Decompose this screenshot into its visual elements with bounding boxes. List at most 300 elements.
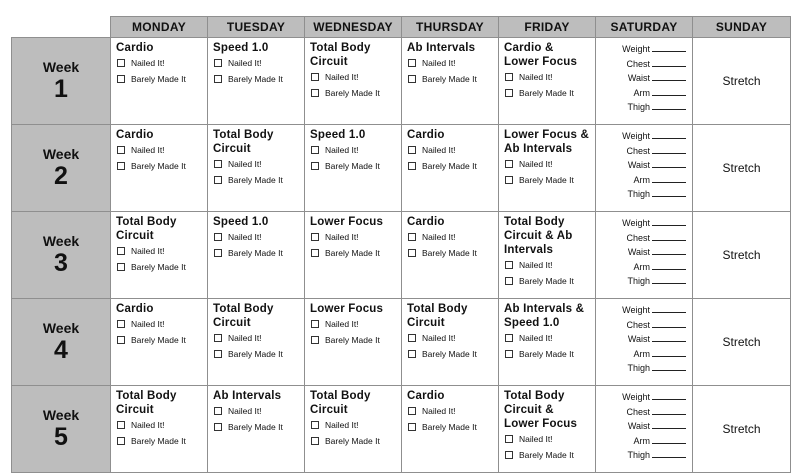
sunday-stretch: Stretch (693, 38, 791, 125)
measurement-label: Waist (627, 334, 650, 344)
measurement-arm (596, 260, 686, 275)
checkbox-label: Nailed It! (228, 406, 262, 416)
measurement-label: Weight (622, 44, 650, 54)
checkbox[interactable] (505, 160, 513, 168)
nailed-it-option[interactable] (408, 406, 493, 416)
day-header-sunday: SUNDAY (693, 17, 791, 38)
workout-title: Lower Focus & Ab Intervals (504, 129, 590, 155)
barely-made-it-option[interactable] (117, 436, 202, 446)
measurement-thigh (596, 274, 686, 289)
measurement-blank[interactable] (652, 318, 686, 328)
measurement-label: Waist (627, 160, 650, 170)
checkbox-label: Barely Made It (422, 422, 477, 432)
measurement-label: Chest (626, 145, 650, 156)
measurement-chest (596, 144, 686, 159)
workout-cell-tuesday (208, 386, 305, 473)
checkbox[interactable] (408, 249, 416, 257)
barely-made-it-option[interactable] (214, 175, 299, 185)
nailed-it-option[interactable] (311, 145, 396, 155)
workout-cell-friday (499, 125, 596, 212)
checkbox-label: Barely Made It (131, 436, 186, 446)
nailed-it-option[interactable] (117, 58, 202, 68)
checkbox[interactable] (311, 233, 319, 241)
workout-cell-monday (111, 299, 208, 386)
nailed-it-option[interactable] (505, 260, 590, 270)
checkbox-label: Barely Made It (519, 175, 574, 185)
checkbox-label: Nailed It! (422, 232, 456, 242)
measurement-thigh (596, 361, 686, 376)
workout-title: Cardio (407, 390, 445, 402)
day-header-saturday: SATURDAY (596, 17, 693, 38)
workout-title: Total Body Circuit (116, 216, 177, 242)
measurement-blank[interactable] (652, 419, 686, 429)
checkbox[interactable] (117, 146, 125, 154)
nailed-it-option[interactable] (117, 145, 202, 155)
workout-title: Total Body Circuit (310, 390, 371, 416)
workout-cell-monday (111, 212, 208, 299)
workout-cell-wednesday (305, 386, 402, 473)
workout-cell-friday (499, 299, 596, 386)
checkbox[interactable] (214, 75, 222, 83)
nailed-it-option[interactable] (214, 406, 299, 416)
workout-cell-friday (499, 386, 596, 473)
workout-cell-wednesday (305, 299, 402, 386)
workout-title: Total Body Circuit & Lower Focus (504, 390, 578, 430)
checkbox-label: Barely Made It (325, 161, 380, 171)
measurement-label: Waist (627, 73, 650, 83)
checkbox[interactable] (214, 233, 222, 241)
nailed-it-option[interactable] (311, 72, 396, 82)
barely-made-it-option[interactable] (311, 88, 396, 98)
checkbox-label: Barely Made It (519, 88, 574, 98)
checkbox[interactable] (214, 176, 222, 184)
checkbox-label: Barely Made It (228, 175, 283, 185)
barely-made-it-option[interactable] (505, 450, 590, 460)
checkbox[interactable] (214, 423, 222, 431)
measurement-chest (596, 231, 686, 246)
checkbox[interactable] (117, 421, 125, 429)
checkbox[interactable] (408, 423, 416, 431)
day-header-thursday: THURSDAY (402, 17, 499, 38)
week-number: 1 (54, 75, 68, 103)
barely-made-it-option[interactable] (408, 349, 493, 359)
measurement-blank[interactable] (652, 187, 686, 197)
week-cell (12, 212, 111, 299)
checkbox-label: Nailed It! (131, 58, 165, 68)
workout-title: Speed 1.0 (213, 42, 269, 54)
nailed-it-option[interactable] (311, 420, 396, 430)
workout-cell-monday (111, 38, 208, 125)
measurement-label: Chest (626, 319, 650, 330)
workout-cell-wednesday (305, 38, 402, 125)
checkbox-label: Barely Made It (228, 422, 283, 432)
checkbox-label: Nailed It! (325, 145, 359, 155)
checkbox[interactable] (311, 146, 319, 154)
week-row (12, 38, 791, 125)
workout-title: Cardio (116, 42, 154, 54)
checkbox[interactable] (505, 435, 513, 443)
checkbox[interactable] (505, 176, 513, 184)
workout-cell-friday (499, 38, 596, 125)
checkbox-label: Barely Made It (131, 161, 186, 171)
checkbox-label: Nailed It! (519, 434, 553, 444)
checkbox[interactable] (117, 247, 125, 255)
week-number: 3 (54, 249, 68, 277)
workout-cell-friday (499, 212, 596, 299)
checkbox[interactable] (117, 263, 125, 271)
measurement-label: Arm (633, 435, 650, 446)
week-label: Week (42, 320, 80, 336)
measurement-blank[interactable] (652, 129, 686, 139)
measurement-blank[interactable] (652, 144, 686, 154)
measurements-cell (596, 386, 693, 473)
nailed-it-option[interactable] (214, 58, 299, 68)
week-cell (12, 299, 111, 386)
week-row (12, 125, 791, 212)
measurement-label: Thigh (627, 189, 650, 199)
checkbox[interactable] (311, 437, 319, 445)
week-number: 2 (54, 162, 68, 190)
checkbox[interactable] (214, 249, 222, 257)
checkbox-label: Nailed It! (131, 420, 165, 430)
checkbox-label: Barely Made It (422, 74, 477, 84)
week-row (12, 212, 791, 299)
measurement-thigh (596, 100, 686, 115)
workout-cell-tuesday (208, 212, 305, 299)
measurement-blank[interactable] (652, 100, 686, 110)
measurement-blank[interactable] (652, 173, 686, 183)
checkbox[interactable] (311, 89, 319, 97)
workout-title: Ab Intervals (213, 390, 282, 402)
measurement-waist (596, 158, 686, 173)
week-cell (12, 125, 111, 212)
measurements-cell (596, 299, 693, 386)
sunday-stretch: Stretch (693, 386, 791, 473)
measurement-blank[interactable] (652, 158, 686, 168)
checkbox-label: Barely Made It (228, 248, 283, 258)
workout-title: Total Body Circuit (407, 303, 468, 329)
measurement-label: Chest (626, 58, 650, 69)
nailed-it-option[interactable] (214, 232, 299, 242)
barely-made-it-option[interactable] (505, 276, 590, 286)
checkbox-label: Barely Made It (325, 248, 380, 258)
checkbox[interactable] (505, 277, 513, 285)
barely-made-it-option[interactable] (408, 161, 493, 171)
workout-title: Total Body Circuit (310, 42, 371, 68)
checkbox[interactable] (214, 59, 222, 67)
barely-made-it-option[interactable] (505, 349, 590, 359)
checkbox-label: Barely Made It (228, 74, 283, 84)
measurement-label: Waist (627, 421, 650, 431)
barely-made-it-option[interactable] (117, 262, 202, 272)
checkbox-label: Nailed It! (422, 58, 456, 68)
nailed-it-option[interactable] (214, 159, 299, 169)
checkbox-label: Nailed It! (519, 333, 553, 343)
workout-title: Cardio & Lower Focus (504, 42, 578, 68)
barely-made-it-option[interactable] (311, 436, 396, 446)
barely-made-it-option[interactable] (214, 74, 299, 84)
checkbox[interactable] (214, 407, 222, 415)
checkbox-label: Barely Made It (519, 276, 574, 286)
measurement-blank[interactable] (652, 405, 686, 415)
nailed-it-option[interactable] (505, 72, 590, 82)
checkbox-label: Nailed It! (228, 232, 262, 242)
nailed-it-option[interactable] (311, 319, 396, 329)
checkbox[interactable] (214, 350, 222, 358)
measurement-blank[interactable] (652, 245, 686, 255)
measurement-arm (596, 173, 686, 188)
workout-title: Total Body Circuit (116, 390, 177, 416)
checkbox-label: Nailed It! (325, 420, 359, 430)
checkbox[interactable] (505, 334, 513, 342)
workout-title: Lower Focus (310, 303, 384, 315)
measurement-blank[interactable] (652, 347, 686, 357)
checkbox[interactable] (311, 249, 319, 257)
checkbox[interactable] (311, 336, 319, 344)
nailed-it-option[interactable] (117, 420, 202, 430)
measurement-label: Arm (633, 87, 650, 98)
checkbox-label: Nailed It! (325, 319, 359, 329)
nailed-it-option[interactable] (408, 145, 493, 155)
workout-title: Lower Focus (310, 216, 384, 228)
checkbox[interactable] (214, 334, 222, 342)
measurement-waist (596, 332, 686, 347)
barely-made-it-option[interactable] (214, 422, 299, 432)
day-header-wednesday: WEDNESDAY (305, 17, 402, 38)
day-header-friday: FRIDAY (499, 17, 596, 38)
workout-cell-tuesday (208, 125, 305, 212)
measurements-cell (596, 125, 693, 212)
workout-cell-thursday (402, 212, 499, 299)
measurement-chest (596, 405, 686, 420)
measurement-blank[interactable] (652, 57, 686, 67)
checkbox[interactable] (408, 350, 416, 358)
checkbox[interactable] (505, 350, 513, 358)
checkbox-label: Nailed It! (422, 145, 456, 155)
workout-title: Cardio (407, 216, 445, 228)
workout-cell-thursday (402, 299, 499, 386)
measurement-blank[interactable] (652, 260, 686, 270)
checkbox[interactable] (408, 75, 416, 83)
day-header-monday: MONDAY (111, 17, 208, 38)
checkbox-label: Nailed It! (519, 159, 553, 169)
workout-calendar (11, 16, 791, 473)
nailed-it-option[interactable] (408, 58, 493, 68)
checkbox-label: Barely Made It (422, 248, 477, 258)
measurements-cell (596, 38, 693, 125)
workout-cell-monday (111, 386, 208, 473)
barely-made-it-option[interactable] (311, 335, 396, 345)
checkbox[interactable] (117, 336, 125, 344)
checkbox-label: Nailed It! (131, 319, 165, 329)
measurement-blank[interactable] (652, 332, 686, 342)
checkbox-label: Nailed It! (325, 72, 359, 82)
measurement-weight (596, 129, 686, 144)
checkbox[interactable] (214, 160, 222, 168)
measurement-blank[interactable] (652, 274, 686, 284)
checkbox[interactable] (117, 162, 125, 170)
nailed-it-option[interactable] (505, 434, 590, 444)
day-header-tuesday: TUESDAY (208, 17, 305, 38)
checkbox[interactable] (117, 437, 125, 445)
measurement-thigh (596, 448, 686, 463)
measurement-blank[interactable] (652, 231, 686, 241)
checkbox-label: Barely Made It (422, 349, 477, 359)
workout-cell-thursday (402, 386, 499, 473)
measurement-blank[interactable] (652, 71, 686, 81)
barely-made-it-option[interactable] (117, 74, 202, 84)
checkbox-label: Nailed It! (131, 246, 165, 256)
checkbox-label: Nailed It! (228, 58, 262, 68)
checkbox-label: Nailed It! (131, 145, 165, 155)
checkbox[interactable] (408, 334, 416, 342)
barely-made-it-option[interactable] (311, 248, 396, 258)
measurement-label: Thigh (627, 450, 650, 460)
checkbox-label: Barely Made It (519, 349, 574, 359)
checkbox[interactable] (505, 451, 513, 459)
nailed-it-option[interactable] (117, 246, 202, 256)
week-cell (12, 38, 111, 125)
checkbox-label: Barely Made It (422, 161, 477, 171)
sunday-stretch: Stretch (693, 299, 791, 386)
nailed-it-option[interactable] (505, 159, 590, 169)
measurement-label: Weight (622, 218, 650, 228)
workout-title: Ab Intervals (407, 42, 476, 54)
checkbox-label: Barely Made It (131, 262, 186, 272)
measurement-weight (596, 216, 686, 231)
measurement-label: Thigh (627, 102, 650, 112)
checkbox[interactable] (408, 407, 416, 415)
measurement-label: Arm (633, 261, 650, 272)
workout-cell-thursday (402, 125, 499, 212)
week-label: Week (42, 233, 80, 249)
week-label: Week (42, 407, 80, 423)
nailed-it-option[interactable] (214, 333, 299, 343)
workout-title: Total Body Circuit (213, 129, 274, 155)
header-corner (12, 17, 111, 38)
workout-cell-thursday (402, 38, 499, 125)
measurement-label: Thigh (627, 276, 650, 286)
measurement-label: Weight (622, 392, 650, 402)
week-number: 4 (54, 336, 68, 364)
measurements-cell (596, 212, 693, 299)
checkbox[interactable] (408, 162, 416, 170)
measurement-label: Arm (633, 174, 650, 185)
sunday-stretch: Stretch (693, 125, 791, 212)
measurement-chest (596, 318, 686, 333)
measurement-thigh (596, 187, 686, 202)
measurement-arm (596, 347, 686, 362)
checkbox-label: Barely Made It (325, 436, 380, 446)
measurement-label: Chest (626, 232, 650, 243)
measurement-blank[interactable] (652, 361, 686, 371)
checkbox-label: Nailed It! (422, 333, 456, 343)
barely-made-it-option[interactable] (505, 175, 590, 185)
nailed-it-option[interactable] (505, 333, 590, 343)
checkbox[interactable] (117, 320, 125, 328)
measurement-waist (596, 245, 686, 260)
barely-made-it-option[interactable] (311, 161, 396, 171)
workout-cell-tuesday (208, 38, 305, 125)
week-row (12, 386, 791, 473)
measurement-blank[interactable] (652, 86, 686, 96)
barely-made-it-option[interactable] (117, 161, 202, 171)
barely-made-it-option[interactable] (214, 248, 299, 258)
barely-made-it-option[interactable] (214, 349, 299, 359)
nailed-it-option[interactable] (311, 232, 396, 242)
checkbox[interactable] (117, 75, 125, 83)
workout-cell-wednesday (305, 125, 402, 212)
measurement-blank[interactable] (652, 390, 686, 400)
measurement-blank[interactable] (652, 448, 686, 458)
workout-title: Cardio (116, 303, 154, 315)
checkbox-label: Nailed It! (422, 406, 456, 416)
nailed-it-option[interactable] (408, 333, 493, 343)
workout-title: Cardio (116, 129, 154, 141)
barely-made-it-option[interactable] (408, 248, 493, 258)
measurement-blank[interactable] (652, 42, 686, 52)
checkbox[interactable] (408, 146, 416, 154)
sunday-stretch: Stretch (693, 212, 791, 299)
measurement-blank[interactable] (652, 303, 686, 313)
barely-made-it-option[interactable] (408, 74, 493, 84)
checkbox[interactable] (408, 59, 416, 67)
checkbox[interactable] (311, 421, 319, 429)
checkbox[interactable] (408, 233, 416, 241)
checkbox[interactable] (311, 73, 319, 81)
checkbox[interactable] (117, 59, 125, 67)
measurement-label: Chest (626, 406, 650, 417)
checkbox[interactable] (311, 320, 319, 328)
checkbox-label: Barely Made It (325, 335, 380, 345)
checkbox[interactable] (505, 73, 513, 81)
measurement-blank[interactable] (652, 216, 686, 226)
measurement-weight (596, 303, 686, 318)
checkbox-label: Nailed It! (228, 333, 262, 343)
workout-title: Speed 1.0 (213, 216, 269, 228)
checkbox-label: Nailed It! (228, 159, 262, 169)
workout-cell-monday (111, 125, 208, 212)
barely-made-it-option[interactable] (505, 88, 590, 98)
checkbox[interactable] (311, 162, 319, 170)
checkbox-label: Barely Made It (519, 450, 574, 460)
measurement-chest (596, 57, 686, 72)
measurement-label: Thigh (627, 363, 650, 373)
nailed-it-option[interactable] (408, 232, 493, 242)
workout-title: Total Body Circuit (213, 303, 274, 329)
measurement-weight (596, 390, 686, 405)
week-number: 5 (54, 423, 68, 451)
measurement-blank[interactable] (652, 434, 686, 444)
checkbox[interactable] (505, 89, 513, 97)
measurement-waist (596, 419, 686, 434)
nailed-it-option[interactable] (117, 319, 202, 329)
measurement-weight (596, 42, 686, 57)
workout-title: Ab Intervals & Speed 1.0 (504, 303, 585, 329)
workout-title: Cardio (407, 129, 445, 141)
barely-made-it-option[interactable] (408, 422, 493, 432)
measurement-label: Weight (622, 131, 650, 141)
checkbox-label: Barely Made It (131, 74, 186, 84)
measurement-arm (596, 86, 686, 101)
checkbox[interactable] (505, 261, 513, 269)
week-row (12, 299, 791, 386)
checkbox-label: Nailed It! (325, 232, 359, 242)
measurement-arm (596, 434, 686, 449)
measurement-waist (596, 71, 686, 86)
barely-made-it-option[interactable] (117, 335, 202, 345)
measurement-label: Weight (622, 305, 650, 315)
